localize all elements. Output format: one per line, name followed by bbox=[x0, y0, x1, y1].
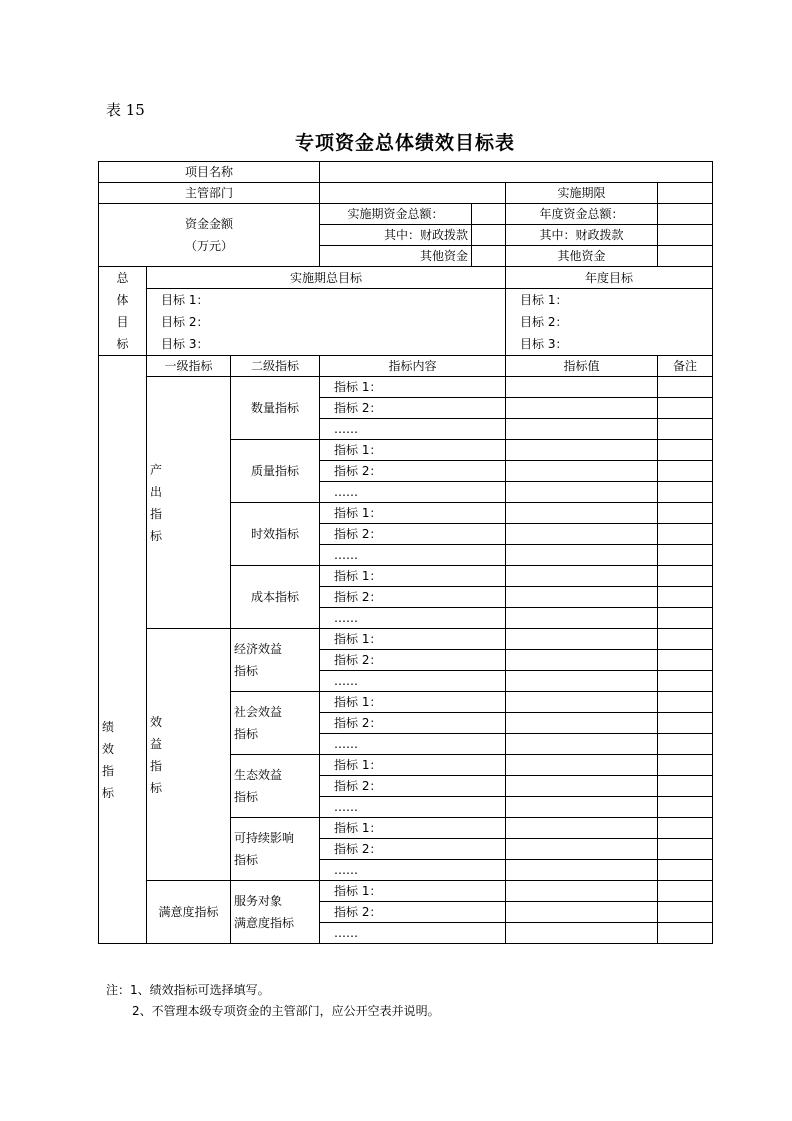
annual-goal-1[interactable]: 目标 1： bbox=[506, 289, 713, 311]
indicator-value[interactable] bbox=[506, 398, 658, 419]
annual-goal-2[interactable]: 目标 2： bbox=[506, 311, 713, 333]
timely-indicator-label: 时效指标 bbox=[231, 503, 320, 566]
indicator-note[interactable] bbox=[658, 419, 713, 440]
indicator-note[interactable] bbox=[658, 671, 713, 692]
other-label-2: 其他资金 bbox=[506, 246, 658, 267]
indicator-note[interactable] bbox=[658, 713, 713, 734]
footnote-1: 注：1、绩效指标可选择填写。 bbox=[106, 983, 270, 997]
page-label: 表 15 bbox=[106, 101, 145, 119]
indicator-value[interactable] bbox=[506, 461, 658, 482]
indicator-content[interactable]: 指标 2： bbox=[320, 776, 506, 797]
indicator-value[interactable] bbox=[506, 503, 658, 524]
indicator-value[interactable] bbox=[506, 881, 658, 902]
table-row bbox=[99, 881, 713, 902]
indicator-value[interactable] bbox=[506, 923, 658, 944]
period-value[interactable] bbox=[658, 183, 713, 204]
indicator-content[interactable]: …… bbox=[320, 608, 506, 629]
indicator-note[interactable] bbox=[658, 797, 713, 818]
indicator-content[interactable]: 指标 1： bbox=[320, 566, 506, 587]
indicator-value[interactable] bbox=[506, 419, 658, 440]
period-goal-1[interactable]: 目标 1： bbox=[147, 289, 506, 311]
annual-goal-3[interactable]: 目标 3： bbox=[506, 333, 713, 355]
indicator-note[interactable] bbox=[658, 545, 713, 566]
indicator-content[interactable]: …… bbox=[320, 860, 506, 881]
indicator-value[interactable] bbox=[506, 755, 658, 776]
row-goal-1 bbox=[99, 289, 713, 311]
period-goal-3[interactable]: 目标 3： bbox=[147, 333, 506, 355]
indicator-content[interactable]: …… bbox=[320, 545, 506, 566]
indicator-content[interactable]: 指标 1： bbox=[320, 692, 506, 713]
col-level1: 一级指标 bbox=[147, 356, 231, 377]
footnotes bbox=[106, 980, 440, 1022]
indicator-note[interactable] bbox=[658, 524, 713, 545]
row-perf-header bbox=[99, 356, 713, 377]
table-row bbox=[99, 629, 713, 650]
row-goal-2 bbox=[99, 311, 713, 333]
indicator-note[interactable] bbox=[658, 587, 713, 608]
col-note: 备注 bbox=[658, 356, 713, 377]
dept-label: 主管部门 bbox=[99, 183, 320, 204]
indicator-content[interactable]: 指标 1： bbox=[320, 881, 506, 902]
benefit-indicator-label: 效 益 指 标 bbox=[147, 629, 231, 881]
row-project-name bbox=[99, 162, 713, 183]
indicator-note[interactable] bbox=[658, 629, 713, 650]
fiscal-value-1[interactable] bbox=[472, 225, 506, 246]
indicator-note[interactable] bbox=[658, 734, 713, 755]
indicator-content[interactable]: 指标 1： bbox=[320, 755, 506, 776]
indicator-content[interactable]: 指标 1： bbox=[320, 440, 506, 461]
total-fund-value[interactable] bbox=[472, 204, 506, 225]
indicator-content[interactable]: 指标 1： bbox=[320, 503, 506, 524]
indicator-value[interactable] bbox=[506, 692, 658, 713]
other-value-2[interactable] bbox=[658, 246, 713, 267]
indicator-value[interactable] bbox=[506, 377, 658, 398]
indicator-content[interactable]: 指标 2： bbox=[320, 398, 506, 419]
indicator-note[interactable] bbox=[658, 608, 713, 629]
project-name-value[interactable] bbox=[320, 162, 713, 183]
indicator-value[interactable] bbox=[506, 776, 658, 797]
indicator-content[interactable]: …… bbox=[320, 734, 506, 755]
dept-value[interactable] bbox=[320, 183, 506, 204]
indicator-note[interactable] bbox=[658, 923, 713, 944]
indicator-note[interactable] bbox=[658, 566, 713, 587]
other-value-1[interactable] bbox=[472, 246, 506, 267]
indicator-note[interactable] bbox=[658, 377, 713, 398]
indicator-content[interactable]: 指标 2： bbox=[320, 713, 506, 734]
indicator-note[interactable] bbox=[658, 860, 713, 881]
indicator-note[interactable] bbox=[658, 902, 713, 923]
indicator-value[interactable] bbox=[506, 671, 658, 692]
eco-indicator-label: 生态效益 指标 bbox=[231, 755, 320, 818]
indicator-note[interactable] bbox=[658, 503, 713, 524]
row-fund-1 bbox=[99, 204, 713, 225]
indicator-content[interactable]: 指标 1： bbox=[320, 629, 506, 650]
indicator-value[interactable] bbox=[506, 818, 658, 839]
indicator-value[interactable] bbox=[506, 734, 658, 755]
indicator-content[interactable]: 指标 1： bbox=[320, 377, 506, 398]
indicator-content[interactable]: …… bbox=[320, 419, 506, 440]
indicator-value[interactable] bbox=[506, 545, 658, 566]
table-row bbox=[99, 377, 713, 398]
indicator-note[interactable] bbox=[658, 818, 713, 839]
indicator-note[interactable] bbox=[658, 755, 713, 776]
indicator-note[interactable] bbox=[658, 398, 713, 419]
indicator-value[interactable] bbox=[506, 608, 658, 629]
indicator-note[interactable] bbox=[658, 461, 713, 482]
indicator-note[interactable] bbox=[658, 692, 713, 713]
period-label: 实施期限 bbox=[506, 183, 658, 204]
total-fund-label: 实施期资金总额： bbox=[320, 204, 472, 225]
fund-amount-label: 资金金额 （万元） bbox=[99, 204, 320, 267]
other-label-1: 其他资金 bbox=[320, 246, 472, 267]
indicator-value[interactable] bbox=[506, 566, 658, 587]
indicator-content[interactable]: 指标 2： bbox=[320, 587, 506, 608]
period-goal-header: 实施期总目标 bbox=[147, 267, 506, 289]
annual-fund-value[interactable] bbox=[658, 204, 713, 225]
fiscal-value-2[interactable] bbox=[658, 225, 713, 246]
row-goal-3 bbox=[99, 333, 713, 355]
indicator-note[interactable] bbox=[658, 482, 713, 503]
indicator-value[interactable] bbox=[506, 797, 658, 818]
fiscal-label-1: 其中：财政拨款 bbox=[320, 225, 472, 246]
indicator-value[interactable] bbox=[506, 860, 658, 881]
indicator-note[interactable] bbox=[658, 440, 713, 461]
indicator-content[interactable]: 指标 2： bbox=[320, 839, 506, 860]
indicator-value[interactable] bbox=[506, 440, 658, 461]
indicator-value[interactable] bbox=[506, 482, 658, 503]
perf-side-label: 绩 效 指 标 bbox=[99, 356, 147, 944]
indicator-value[interactable] bbox=[506, 650, 658, 671]
indicator-note[interactable] bbox=[658, 881, 713, 902]
indicator-note[interactable] bbox=[658, 839, 713, 860]
col-level2: 二级指标 bbox=[231, 356, 320, 377]
indicator-note[interactable] bbox=[658, 650, 713, 671]
page-title: 专项资金总体绩效目标表 bbox=[294, 132, 515, 154]
indicator-content[interactable]: 指标 2： bbox=[320, 650, 506, 671]
indicator-value[interactable] bbox=[506, 629, 658, 650]
col-value: 指标值 bbox=[506, 356, 658, 377]
col-content: 指标内容 bbox=[320, 356, 506, 377]
fiscal-label-2: 其中：财政拨款 bbox=[506, 225, 658, 246]
annual-fund-label: 年度资金总额： bbox=[506, 204, 658, 225]
qty-indicator-label: 数量指标 bbox=[231, 377, 320, 440]
sustain-indicator-label: 可持续影响 指标 bbox=[231, 818, 320, 881]
social-indicator-label: 社会效益 指标 bbox=[231, 692, 320, 755]
period-goal-2[interactable]: 目标 2： bbox=[147, 311, 506, 333]
indicator-content[interactable]: 指标 2： bbox=[320, 524, 506, 545]
cost-indicator-label: 成本指标 bbox=[231, 566, 320, 629]
indicator-value[interactable] bbox=[506, 524, 658, 545]
indicator-content[interactable]: 指标 1： bbox=[320, 818, 506, 839]
row-dept bbox=[99, 183, 713, 204]
econ-indicator-label: 经济效益 指标 bbox=[231, 629, 320, 692]
overall-goal-side-label: 总 体 目 标 bbox=[99, 267, 147, 356]
row-goal-header bbox=[99, 267, 713, 289]
indicator-note[interactable] bbox=[658, 776, 713, 797]
output-indicator-label: 产 出 指 标 bbox=[147, 377, 231, 629]
annual-goal-header: 年度目标 bbox=[506, 267, 713, 289]
indicator-content[interactable]: …… bbox=[320, 671, 506, 692]
quality-indicator-label: 质量指标 bbox=[231, 440, 320, 503]
project-name-label: 项目名称 bbox=[99, 162, 320, 183]
performance-goal-table bbox=[98, 161, 713, 944]
indicator-content[interactable]: 指标 2： bbox=[320, 902, 506, 923]
indicator-value[interactable] bbox=[506, 587, 658, 608]
indicator-content[interactable]: …… bbox=[320, 482, 506, 503]
satisfaction-indicator-label: 满意度指标 bbox=[147, 881, 231, 944]
indicator-content[interactable]: 指标 2： bbox=[320, 461, 506, 482]
indicator-value[interactable] bbox=[506, 713, 658, 734]
footnote-2: 2、不管理本级专项资金的主管部门，应公开空表并说明。 bbox=[132, 1004, 440, 1018]
indicator-value[interactable] bbox=[506, 902, 658, 923]
indicator-content[interactable]: …… bbox=[320, 923, 506, 944]
indicator-content[interactable]: …… bbox=[320, 797, 506, 818]
indicator-value[interactable] bbox=[506, 839, 658, 860]
service-indicator-label: 服务对象 满意度指标 bbox=[231, 881, 320, 944]
